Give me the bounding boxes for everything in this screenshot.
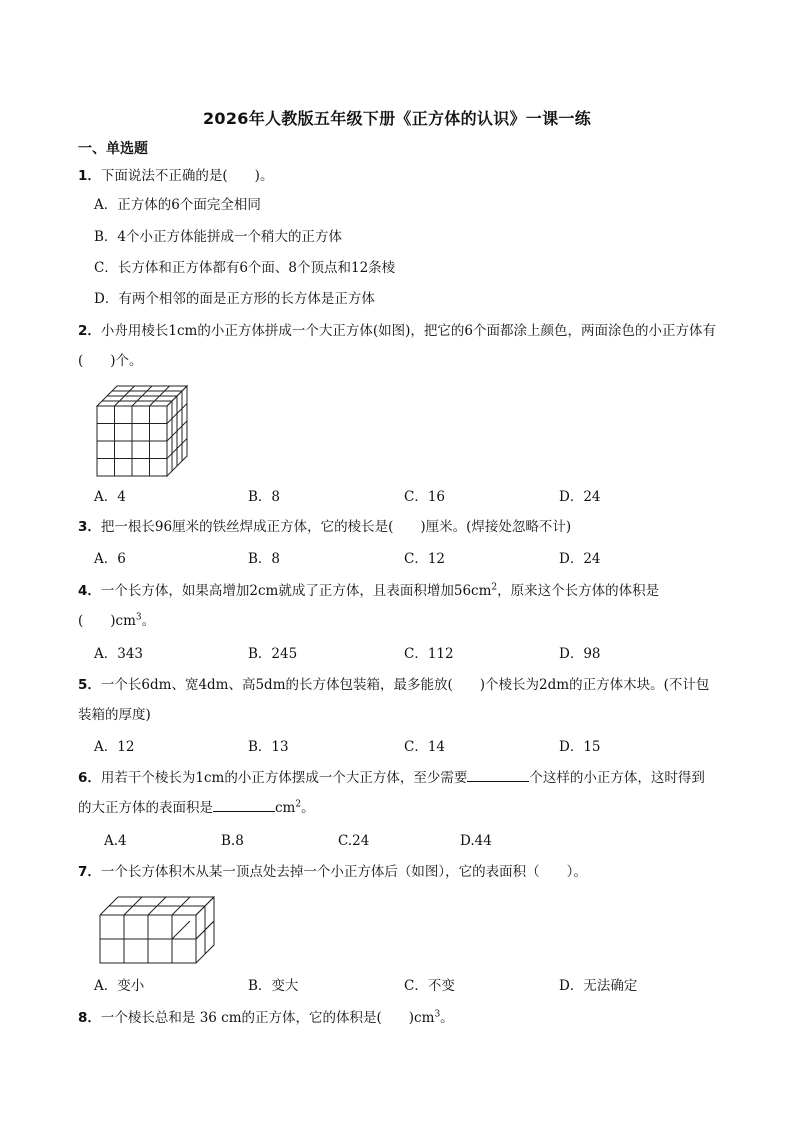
option-a: A．4 bbox=[94, 489, 126, 505]
option-b: B．4个小正方体能拼成一个稍大的正方体 bbox=[94, 229, 343, 245]
option-c: C.24 bbox=[338, 833, 370, 849]
question-text: cm bbox=[275, 800, 296, 816]
question-number: 1． bbox=[78, 168, 101, 184]
question-number: 6． bbox=[78, 770, 101, 786]
question-7 bbox=[78, 857, 718, 887]
option-a: A．6 bbox=[94, 551, 126, 567]
question-text: 小舟用棱长1cm的小正方体拼成一个大正方体(如图)，把它的6个面都涂上颜色，两面涂色的小正方体有( )个。 bbox=[78, 323, 716, 369]
section-heading: 一、单选题 bbox=[78, 141, 148, 157]
option-a: A.4 bbox=[104, 833, 127, 849]
option-c: C．12 bbox=[404, 551, 446, 567]
answer-blank[interactable] bbox=[213, 797, 275, 812]
question-number: 7． bbox=[78, 864, 101, 880]
option-d: D．24 bbox=[559, 489, 601, 505]
question-text: 一个长方体，如果高增加2cm就成了正方体，且表面积增加56cm bbox=[100, 583, 492, 599]
question-6 bbox=[78, 763, 718, 823]
question-3 bbox=[78, 512, 718, 542]
page-title: 2026年人教版五年级下册《正方体的认识》一课一练 bbox=[202, 109, 592, 128]
question-4 bbox=[78, 576, 718, 636]
question-text: 把一根长96厘米的铁丝焊成正方体，它的棱长是( )厘米。(焊接处忽略不计) bbox=[100, 519, 572, 535]
question-number: 2． bbox=[78, 323, 101, 339]
option-d: D．24 bbox=[559, 551, 601, 567]
question-text: 。 bbox=[301, 800, 315, 816]
question-text: 一个长6dm、宽4dm、高5dm的长方体包装箱，最多能放( )个棱长为2dm的正方体木块。(不计包装箱的厚度) bbox=[78, 677, 710, 723]
cuboid-cut-figure bbox=[99, 896, 223, 964]
option-d: D．有两个相邻的面是正方形的长方体是正方体 bbox=[94, 291, 375, 307]
option-b: B.8 bbox=[221, 833, 244, 849]
option-c: C．16 bbox=[404, 489, 446, 505]
question-5 bbox=[78, 670, 718, 730]
question-number: 3． bbox=[78, 519, 101, 535]
option-c: C．14 bbox=[404, 739, 446, 755]
question-text: 。 bbox=[440, 1010, 454, 1026]
option-b: B．变大 bbox=[248, 978, 299, 994]
option-a: A．正方体的6个面完全相同 bbox=[94, 197, 261, 213]
superscript: 3 bbox=[135, 612, 142, 623]
question-number: 5． bbox=[78, 677, 101, 693]
question-2 bbox=[78, 316, 718, 376]
question-text: ，原来这个长方体的体积是( )cm bbox=[78, 583, 660, 629]
question-1 bbox=[78, 161, 718, 191]
question-text: 用若干个棱长为1cm的小正方体摆成一个大正方体，至少需要 bbox=[100, 770, 468, 786]
option-a: A．12 bbox=[94, 739, 135, 755]
question-text: 一个棱长总和是 36 cm的正方体，它的体积是( )cm bbox=[100, 1010, 435, 1026]
question-text: 一个长方体积木从某一顶点处去掉一个小正方体后（如图），它的表面积（ ）。 bbox=[100, 864, 587, 880]
option-a: A．变小 bbox=[94, 978, 145, 994]
option-b: B．245 bbox=[248, 646, 298, 662]
question-number: 4． bbox=[78, 583, 101, 599]
question-text: 下面说法不正确的是( )。 bbox=[100, 168, 274, 184]
option-d: D．无法确定 bbox=[559, 978, 638, 994]
superscript: 2 bbox=[491, 582, 498, 593]
question-text: 个这样的小正方体，这时得到的大正方体的表面积是 bbox=[78, 770, 705, 816]
superscript: 3 bbox=[434, 1009, 441, 1020]
option-a: A．343 bbox=[94, 646, 144, 662]
option-c: C．不变 bbox=[404, 978, 455, 994]
question-8 bbox=[78, 1003, 718, 1033]
question-text: 。 bbox=[141, 613, 156, 629]
option-b: B．13 bbox=[248, 739, 289, 755]
option-b: B．8 bbox=[248, 551, 281, 567]
option-c: C．长方体和正方体都有6个面、8个顶点和12条棱 bbox=[94, 260, 396, 276]
answer-blank[interactable] bbox=[467, 767, 529, 782]
option-d: D．15 bbox=[559, 739, 601, 755]
option-d: D.44 bbox=[460, 833, 492, 849]
superscript: 2 bbox=[295, 799, 302, 810]
cube-4x4-figure bbox=[96, 385, 196, 477]
question-number: 8． bbox=[78, 1010, 101, 1026]
option-d: D．98 bbox=[559, 646, 601, 662]
option-c: C．112 bbox=[404, 646, 454, 662]
option-b: B．8 bbox=[248, 489, 281, 505]
